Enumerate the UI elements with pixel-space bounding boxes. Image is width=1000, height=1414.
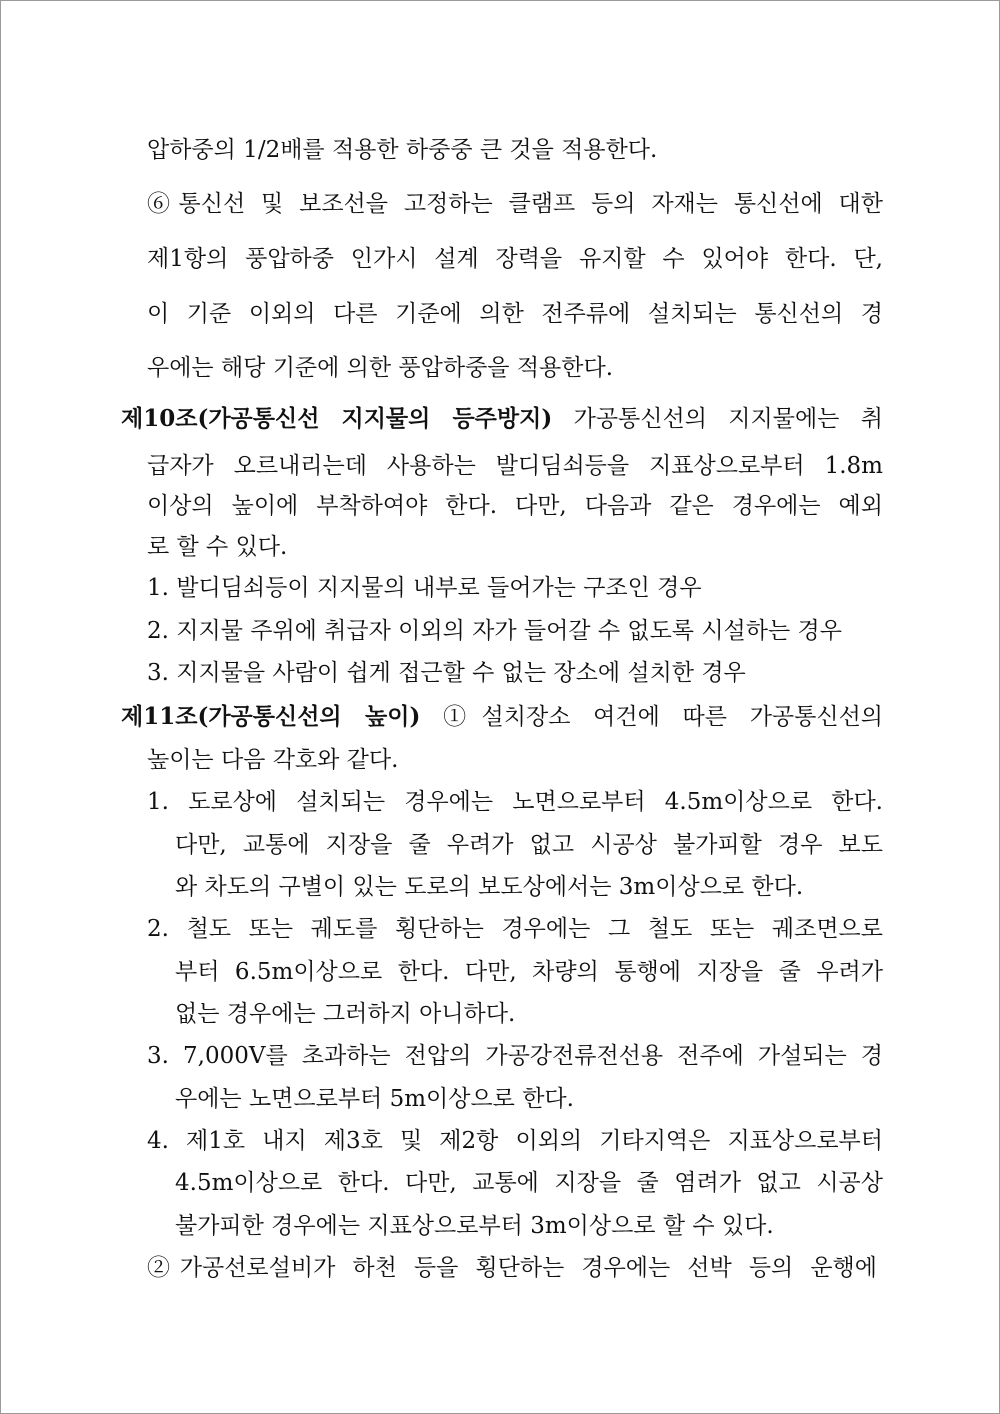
article-10-heading (121, 404, 883, 434)
article-11-item-3-line-1: 3. 7,000V를 초과하는 전압의 가공강전류전선용 전주에 가설되는 경 (147, 1043, 883, 1069)
paragraph-6-line-2: 제1항의 풍압하중 인가시 설계 장력을 유지할 수 있어야 한다. 단, (147, 246, 883, 272)
paragraph-6-line-3: 이 기준 이외의 다른 기준에 의한 전주류에 설치되는 통신선의 경 (147, 301, 883, 327)
article-10-line-2: 급자가 오르내리는데 사용하는 발디딤쇠등을 지표상으로부터 1.8m (147, 453, 883, 479)
article-11-line-2: 높이는 다음 각호와 같다. (147, 747, 399, 773)
paragraph-6-line-1: ⑥통신선 및 보조선을 고정하는 클램프 등의 자재는 통신선에 대한 (147, 191, 883, 217)
article-11-item-2-line-3: 없는 경우에는 그러하지 아니하다. (175, 1001, 516, 1027)
article-11-item-2-line-2: 부터 6.5m이상으로 한다. 다만, 차량의 통행에 지장을 줄 우려가 (175, 959, 883, 985)
paragraph-6-line-4: 우에는 해당 기준에 의한 풍압하중을 적용한다. (147, 355, 614, 381)
article-11-label: 제11조(가공통신선의 높이) (121, 703, 421, 730)
article-11-first-line: ①설치장소 여건에 따른 가공통신선의 (443, 704, 884, 730)
article-11-item-4-line-3: 불가피한 경우에는 지표상으로부터 3m이상으로 할 수 있다. (175, 1213, 774, 1239)
article-10-item-3: 3. 지지물을 사람이 쉽게 접근할 수 없는 장소에 설치한 경우 (147, 660, 746, 686)
article-10-item-1: 1. 발디딤쇠등이 지지물의 내부로 들어가는 구조인 경우 (147, 575, 702, 601)
article-11-paragraph-2: ②가공선로설비가 하천 등을 횡단하는 경우에는 선박 등의 운행에 (147, 1255, 877, 1281)
article-11-item-1-line-1: 1. 도로상에 설치되는 경우에는 노면으로부터 4.5m이상으로 한다. (147, 789, 883, 815)
article-10-line-3: 이상의 높이에 부착하여야 한다. 다만, 다음과 같은 경우에는 예외 (147, 493, 883, 519)
article-11-item-1-line-3: 와 차도의 구별이 있는 도로의 보도상에서는 3m이상으로 한다. (175, 874, 804, 900)
article-11-heading (121, 702, 883, 732)
article-10-label: 제10조(가공통신선 지지물의 등주방지) (121, 405, 553, 432)
article-11-item-4-line-1: 4. 제1호 내지 제3호 및 제2항 이외의 기타지역은 지표상으로부터 (147, 1128, 883, 1154)
article-10-first-line: 가공통신선의 지지물에는 취 (573, 406, 883, 432)
article-10-line-4: 로 할 수 있다. (147, 534, 288, 560)
paragraph-6-continued: 압하중의 1/2배를 적용한 하중중 큰 것을 적용한다. (147, 137, 658, 163)
article-10-item-2: 2. 지지물 주위에 취급자 이외의 자가 들어갈 수 없도록 시설하는 경우 (147, 618, 842, 644)
article-11-item-1-line-2: 다만, 교통에 지장을 줄 우려가 없고 시공상 불가피할 경우 보도 (175, 832, 883, 858)
article-11-item-4-line-2: 4.5m이상으로 한다. 다만, 교통에 지장을 줄 염려가 없고 시공상 (175, 1170, 883, 1196)
article-11-item-3-line-2: 우에는 노면으로부터 5m이상으로 한다. (175, 1086, 574, 1112)
article-11-item-2-line-1: 2. 철도 또는 궤도를 횡단하는 경우에는 그 철도 또는 궤조면으로 (147, 916, 883, 942)
